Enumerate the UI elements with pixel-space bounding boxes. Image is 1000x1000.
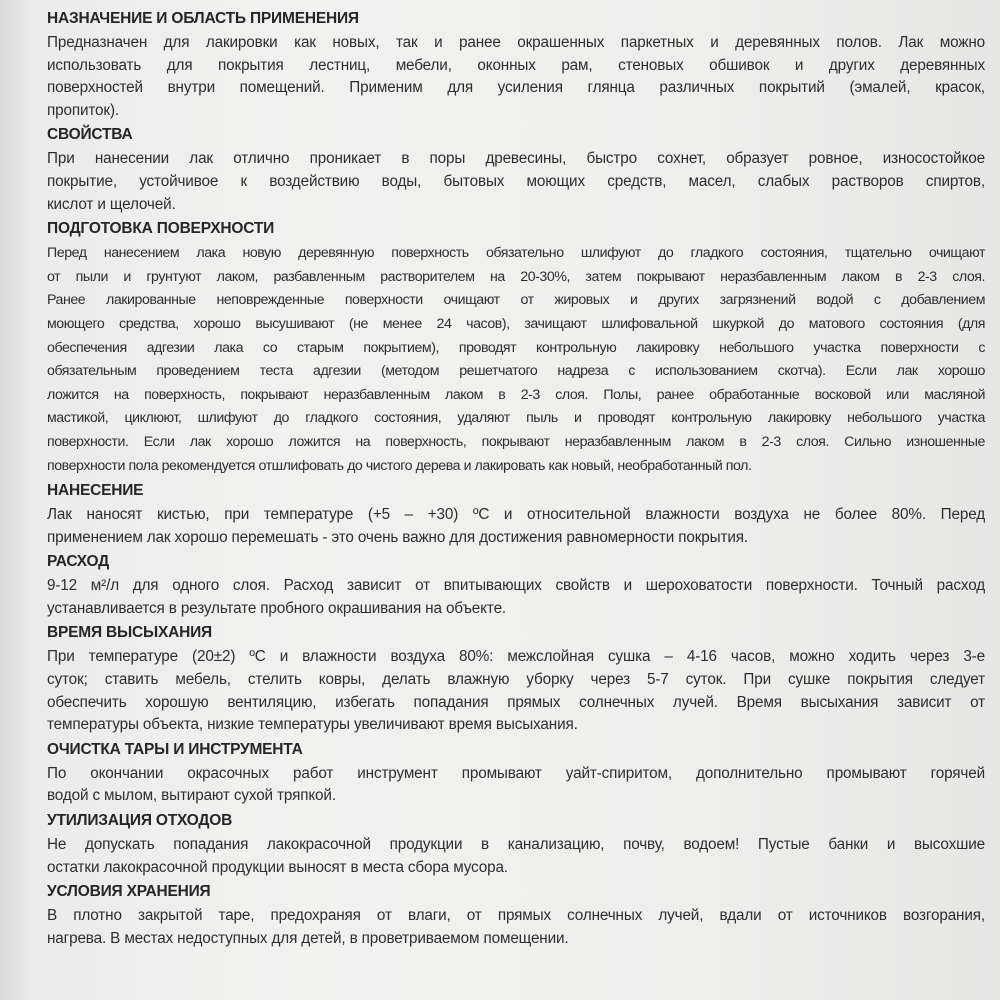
body-text-line: 9-12 м²/л для одного слоя. Расход зависит от впитывающих свойств и шероховатости поверхности. Точный расход	[47, 577, 985, 595]
section	[47, 6, 985, 122]
section	[47, 549, 985, 620]
body-text-line: нагрева. В местах недоступных для детей, в проветриваемом помещении.	[47, 929, 569, 947]
section-heading: СВОЙСТВА	[47, 126, 133, 144]
body-text-line: поверхностей внутри помещений. Применим для усиления глянца различных покрытий (эмалей, красок,	[47, 79, 985, 97]
body-text-line: Перед нанесением лака новую деревянную поверхность обязательно шлифуют до гладкого состояния, тщательно очищают	[47, 245, 985, 262]
section	[47, 620, 985, 736]
section-heading: НАНЕСЕНИЕ	[47, 482, 144, 500]
body-text-line: При нанесении лак отлично проникает в поры древесины, быстро сохнет, образует ровное, износостойкое	[47, 150, 985, 168]
body-text-line: применением лак хорошо перемешать - это очень важно для достижения равномерности покрытия.	[47, 528, 748, 546]
body-text-line: При температуре (20±2) ºС и влажности воздуха 80%: межслойная сушка – 4-16 часов, можно ходить через 3-е	[47, 648, 985, 666]
body-text-line: обеспечить хорошую вентиляцию, избегать попадания прямых солнечных лучей. Время высыхания зависит от	[47, 693, 985, 711]
body-text-line: поверхности пола рекомендуется отшлифовать до чистого дерева и лакировать как новый, необработанный пол.	[47, 457, 752, 474]
body-text-line: суток; ставить мебель, стелить ковры, делать влажную уборку через 5-7 суток. При сушке покрытия следует	[47, 671, 985, 689]
body-text-line: Ранее лакированные неповрежденные поверхности очищают от жировых и других загрязнений водой с добавлением	[47, 292, 985, 309]
body-text-line: пропиток).	[47, 101, 120, 119]
body-text-line: моющего средства, хорошо высушивают (не менее 24 часов), зачищают шлифовальной шкуркой до матового состояния (для	[47, 315, 985, 332]
section	[47, 737, 985, 808]
section-heading: ПОДГОТОВКА ПОВЕРХНОСТИ	[47, 220, 275, 238]
body-text-line: Предназначен для лакировки как новых, так и ранее окрашенных паркетных и деревянных полов. Лак можно	[47, 34, 985, 51]
section-heading: ВРЕМЯ ВЫСЫХАНИЯ	[47, 624, 212, 642]
section-heading: УСЛОВИЯ ХРАНЕНИЯ	[47, 883, 211, 901]
body-text-line: водой с мылом, вытирают сухой тряпкой.	[47, 787, 336, 805]
section-heading: РАСХОД	[47, 553, 110, 571]
body-text-line: мастикой, циклюют, шлифуют до гладкого состояния, удаляют пыль и проводят контрольную лакировку небольшого участка	[47, 410, 985, 427]
body-text-line: обязательным проведением теста адгезии (методом решетчатого надреза с использованием скотча). Если лак хорошо	[47, 363, 985, 380]
body-text-line: остатки лакокрасочной продукции выносят в места сбора мусора.	[47, 858, 508, 876]
section-heading: УТИЛИЗАЦИЯ ОТХОДОВ	[47, 812, 233, 830]
body-text-line: покрытие, устойчивое к воздействию воды, бытовых моющих средств, масел, слабых растворов спиртов,	[47, 172, 985, 190]
section	[47, 216, 985, 478]
section-heading: НАЗНАЧЕНИЕ И ОБЛАСТЬ ПРИМЕНЕНИЯ	[47, 10, 359, 27]
body-text-line: обеспечения адгезии лака со старым покрытием), проводят контрольную лакировку небольшого участка поверхности с	[47, 339, 985, 356]
body-text-line: поверхности. Если лак хорошо ложится на поверхность, покрывают неразбавленным лаком в 2-3 слоя. Сильно изношенные	[47, 433, 985, 450]
section	[47, 808, 985, 879]
section	[47, 122, 985, 216]
body-text-line: температуры объекта, низкие температуры увеличивают время высыхания.	[47, 716, 578, 734]
body-text-line: ложится на поверхность, покрывают неразбавленным лаком в 2-3 слоя. Полы, ранее обработанные восковой или масляной	[47, 386, 985, 403]
body-text-line: кислот и щелочей.	[47, 195, 176, 213]
body-text-line: В плотно закрытой таре, предохраняя от влаги, от прямых солнечных лучей, вдали от источников возгорания,	[47, 907, 985, 925]
label-document	[47, 6, 985, 950]
section-heading: ОЧИСТКА ТАРЫ И ИНСТРУМЕНТА	[47, 740, 303, 758]
section	[47, 879, 985, 950]
body-text-line: Не допускать попадания лакокрасочной продукции в канализацию, почву, водоем! Пустые банки и высохшие	[47, 836, 985, 854]
body-text-line: По окончании окрасочных работ инструмент промывают уайт-спиритом, дополнительно промывают горячей	[47, 764, 985, 782]
section	[47, 478, 985, 549]
body-text-line: Лак наносят кистью, при температуре (+5 – +30) ºС и относительной влажности воздуха не более 80%. Перед	[47, 506, 985, 524]
body-text-line: от пыли и грунтуют лаком, разбавленным растворителем на 20-30%, затем покрывают неразбавленным лаком в 2-3 слоя.	[47, 268, 985, 285]
body-text-line: устанавливается в результате пробного окрашивания на объекте.	[47, 599, 507, 617]
body-text-line: использовать для покрытия лестниц, мебели, оконных рам, стеновых обшивок и других деревянных	[47, 56, 985, 74]
